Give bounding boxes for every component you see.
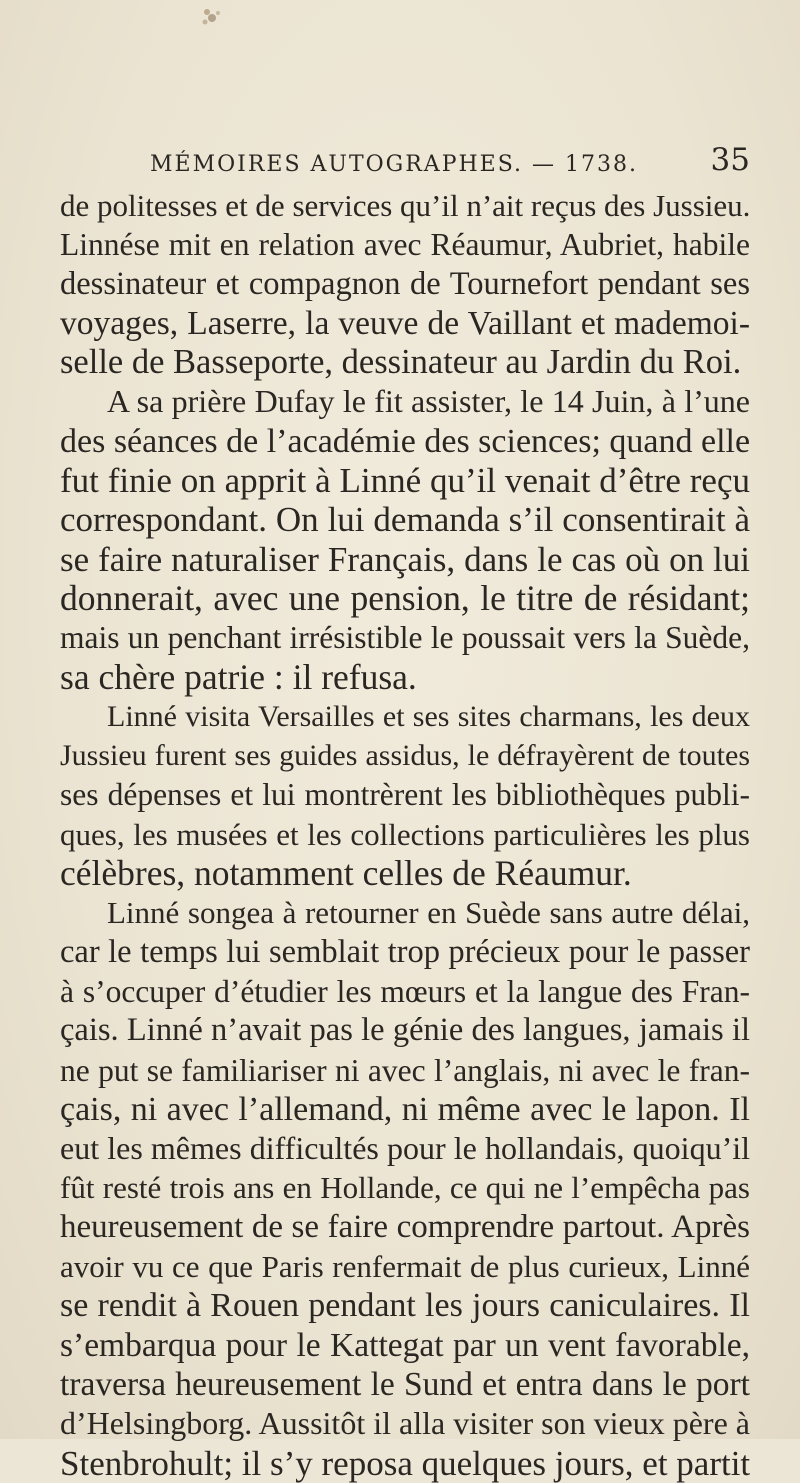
text-line: çais. Linné n’avait pas le génie des langues, jamais il (60, 1012, 750, 1049)
text-line: traversa heureusement le Sund et entra dans le port (60, 1365, 750, 1403)
text-line: ses dépenses et lui montrèrent les bibliothèques publi- (60, 777, 750, 813)
text-line: fût resté trois ans en Hollande, ce qui ne l’empêcha pas (60, 1170, 750, 1206)
text-line: Stenbrohult; il s’y reposa quelques jours, et partit (60, 1443, 751, 1483)
text-line: se rendit à Rouen pendant les jours caniculaires. Il (60, 1287, 750, 1325)
text-line: heureusement de se faire comprendre partout. Après (60, 1208, 750, 1245)
text-line: correspondant. On lui demanda s’il consentirait à (60, 500, 750, 540)
text-line: sa chère patrie : il refusa. (60, 656, 417, 697)
text-line: Linnése mit en relation avec Réaumur, Aubriet, habile (60, 227, 750, 263)
body-text (60, 186, 750, 1483)
page-number: 35 (710, 142, 750, 178)
text-line: se faire naturaliser Français, dans le cas où on lui (60, 539, 750, 579)
text-line: s’embarqua pour le Kattegat par un vent favorable, (60, 1326, 750, 1364)
text-line: dessinateur et compagnon de Tournefort pendant ses (60, 265, 750, 302)
text-line: à s’occuper d’étudier les mœurs et la langue des Fran- (60, 973, 750, 1009)
text-line: de politesses et de services qu’il n’ait reçus des Jussieu. (60, 188, 751, 223)
ink-stain-mark (198, 4, 226, 30)
text-line: ne put se familiariser ni avec l’anglais, ni avec le fran- (60, 1052, 750, 1088)
text-line: donnerait, avec une pension, le titre de résidant; (60, 577, 750, 618)
text-line: fut finie on apprit à Linné qu’il venait d’être reçu (60, 461, 750, 501)
text-line: selle de Basseporte, dessinateur au Jardin du Roi. (60, 343, 742, 382)
text-line: des séances de l’académie des sciences; quand elle (60, 422, 751, 460)
text-line: mais un penchant irrésistible le poussait vers la Suède, (60, 620, 750, 656)
text-line: Linné visita Versailles et ses sites charmans, les deux (107, 699, 750, 733)
text-line: A sa prière Dufay le fit assister, le 14 Juin, à l’une (107, 383, 750, 420)
text-line: Jussieu furent ses guides assidus, le défrayèrent de toutes (60, 739, 750, 773)
text-line: car le temps lui semblait trop précieux pour le passer (60, 933, 750, 970)
running-head-title: MÉMOIRES AUTOGRAPHES. — 1738. (150, 152, 638, 177)
running-head (150, 142, 750, 182)
text-line: Linné songea à retourner en Suède sans autre délai, (107, 895, 750, 931)
text-line: célèbres, notamment celles de Réaumur. (60, 853, 632, 894)
text-line: eut les mêmes difficultés pour le hollandais, quoiqu’il (60, 1130, 750, 1167)
text-line: d’Helsingborg. Aussitôt il alla visiter son vieux père à (60, 1405, 750, 1442)
text-line: ques, les musées et les collections particulières les plus (60, 816, 750, 852)
text-line: avoir vu ce que Paris renfermait de plus curieux, Linné (60, 1249, 750, 1285)
text-line: çais, ni avec l’allemand, ni même avec le lapon. Il (60, 1090, 750, 1128)
text-line: voyages, Laserre, la veuve de Vaillant et mademoi- (60, 304, 750, 342)
